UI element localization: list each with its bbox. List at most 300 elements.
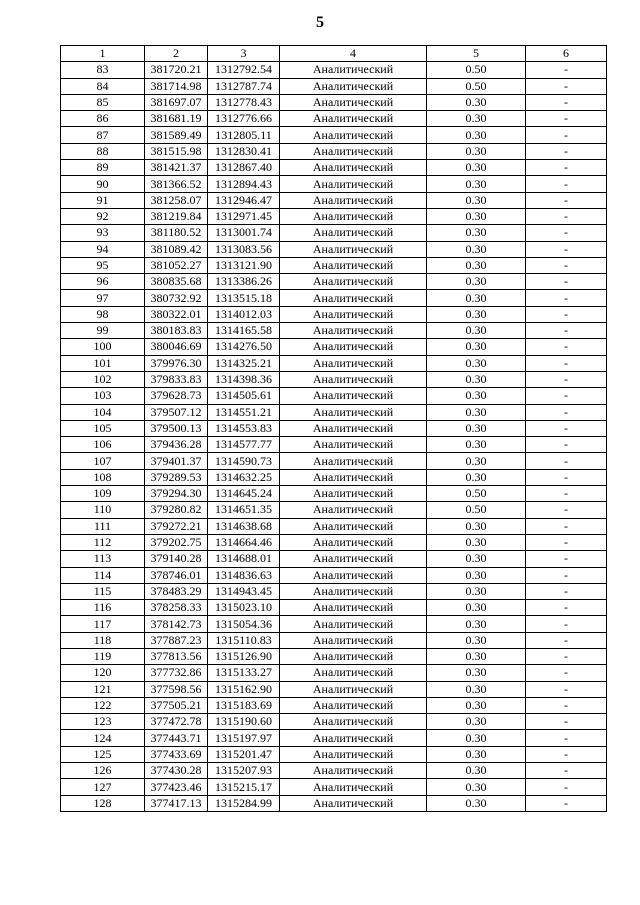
table-cell: 0.30 — [427, 714, 526, 730]
table-cell: 110 — [61, 502, 145, 518]
table-cell: 114 — [61, 567, 145, 583]
table-cell: - — [526, 632, 607, 648]
table-cell: - — [526, 779, 607, 795]
table-cell: 378483.29 — [145, 583, 208, 599]
table-cell: 98 — [61, 306, 145, 322]
table-cell: 1314398.36 — [208, 371, 280, 387]
table-cell: 377417.13 — [145, 795, 208, 811]
table-cell: 1315054.36 — [208, 616, 280, 632]
table-cell: - — [526, 355, 607, 371]
table-cell: Аналитический — [280, 486, 427, 502]
table-cell: 108 — [61, 469, 145, 485]
table-cell: 1314276.50 — [208, 339, 280, 355]
table-cell: 100 — [61, 339, 145, 355]
table-cell: 0.30 — [427, 551, 526, 567]
table-cell: 1315183.69 — [208, 697, 280, 713]
table-cell: 127 — [61, 779, 145, 795]
table-cell: Аналитический — [280, 111, 427, 127]
table-row — [61, 371, 607, 387]
table-cell: 0.30 — [427, 306, 526, 322]
table-cell: 99 — [61, 323, 145, 339]
table-cell: 0.30 — [427, 274, 526, 290]
table-cell: - — [526, 160, 607, 176]
table-cell: - — [526, 306, 607, 322]
table-cell: 0.30 — [427, 665, 526, 681]
table-cell: Аналитический — [280, 648, 427, 664]
table-cell: - — [526, 241, 607, 257]
table-row — [61, 616, 607, 632]
table-cell: 379289.53 — [145, 469, 208, 485]
table-cell: Аналитический — [280, 176, 427, 192]
table-row — [61, 714, 607, 730]
table-cell: 381589.49 — [145, 127, 208, 143]
column-header: 3 — [208, 46, 280, 62]
table-cell: - — [526, 225, 607, 241]
table-cell: 113 — [61, 551, 145, 567]
table-cell: 381421.37 — [145, 160, 208, 176]
table-cell: 377732.86 — [145, 665, 208, 681]
table-cell: 381180.52 — [145, 225, 208, 241]
table-cell: 0.30 — [427, 111, 526, 127]
table-cell: - — [526, 143, 607, 159]
table-row — [61, 486, 607, 502]
table-cell: - — [526, 469, 607, 485]
table-cell: 381714.98 — [145, 78, 208, 94]
table-cell: Аналитический — [280, 420, 427, 436]
table-cell: 118 — [61, 632, 145, 648]
table-cell: 377505.21 — [145, 697, 208, 713]
table-cell: 125 — [61, 746, 145, 762]
table-cell: - — [526, 176, 607, 192]
table-cell: 85 — [61, 94, 145, 110]
table-cell: 95 — [61, 257, 145, 273]
table-cell: 0.30 — [427, 290, 526, 306]
table-cell: Аналитический — [280, 453, 427, 469]
table-cell: Аналитический — [280, 127, 427, 143]
table-cell: - — [526, 518, 607, 534]
table-cell: 0.30 — [427, 208, 526, 224]
table-cell: 1315284.99 — [208, 795, 280, 811]
table-cell: 115 — [61, 583, 145, 599]
table-cell: 0.30 — [427, 795, 526, 811]
table-cell: Аналитический — [280, 160, 427, 176]
table-cell: 0.30 — [427, 648, 526, 664]
table-row — [61, 257, 607, 273]
table-cell: 0.30 — [427, 371, 526, 387]
table-cell: 104 — [61, 404, 145, 420]
table-row — [61, 306, 607, 322]
table-cell: 87 — [61, 127, 145, 143]
table-cell: 89 — [61, 160, 145, 176]
table-row — [61, 779, 607, 795]
table-row — [61, 763, 607, 779]
table-cell: 1312971.45 — [208, 208, 280, 224]
table-cell: 379280.82 — [145, 502, 208, 518]
table-cell: - — [526, 111, 607, 127]
table-cell: Аналитический — [280, 208, 427, 224]
page-number: 5 — [316, 14, 324, 31]
table-cell: Аналитический — [280, 779, 427, 795]
table-cell: 1312778.43 — [208, 94, 280, 110]
table-cell: Аналитический — [280, 257, 427, 273]
table-cell: 105 — [61, 420, 145, 436]
table-cell: 96 — [61, 274, 145, 290]
table-cell: 0.30 — [427, 600, 526, 616]
table-cell: 1313121.90 — [208, 257, 280, 273]
table-cell: 0.30 — [427, 241, 526, 257]
table-cell: - — [526, 274, 607, 290]
table-cell: 1314553.83 — [208, 420, 280, 436]
table-cell: 0.30 — [427, 518, 526, 534]
table-cell: Аналитический — [280, 404, 427, 420]
table-cell: 101 — [61, 355, 145, 371]
table-cell: 381366.52 — [145, 176, 208, 192]
table-cell: 380322.01 — [145, 306, 208, 322]
column-header: 4 — [280, 46, 427, 62]
table-cell: 381089.42 — [145, 241, 208, 257]
table-cell: Аналитический — [280, 502, 427, 518]
table-cell: Аналитический — [280, 355, 427, 371]
table-cell: 378258.33 — [145, 600, 208, 616]
table-cell: 0.50 — [427, 502, 526, 518]
table-row — [61, 648, 607, 664]
table-cell: 1312867.40 — [208, 160, 280, 176]
table-cell: 381720.21 — [145, 62, 208, 78]
table-row — [61, 127, 607, 143]
table-cell: 93 — [61, 225, 145, 241]
table-cell: Аналитический — [280, 323, 427, 339]
table-cell: 1313001.74 — [208, 225, 280, 241]
table-cell: - — [526, 127, 607, 143]
table-cell: Аналитический — [280, 795, 427, 811]
table-cell: 0.30 — [427, 160, 526, 176]
table-cell: 379436.28 — [145, 437, 208, 453]
table-cell: 124 — [61, 730, 145, 746]
table-cell: 1314505.61 — [208, 388, 280, 404]
table-cell: - — [526, 502, 607, 518]
table-row — [61, 518, 607, 534]
table-cell: Аналитический — [280, 62, 427, 78]
table-cell: 380046.69 — [145, 339, 208, 355]
table-cell: 0.30 — [427, 746, 526, 762]
table-cell: 381697.07 — [145, 94, 208, 110]
table-cell: Аналитический — [280, 583, 427, 599]
table-cell: 94 — [61, 241, 145, 257]
table-cell: 377887.23 — [145, 632, 208, 648]
table-cell: - — [526, 600, 607, 616]
table-cell: 380732.92 — [145, 290, 208, 306]
table-cell: 0.30 — [427, 632, 526, 648]
table-cell: 86 — [61, 111, 145, 127]
table-cell: - — [526, 648, 607, 664]
table-cell: - — [526, 763, 607, 779]
table-cell: 379202.75 — [145, 534, 208, 550]
table-cell: 1314836.63 — [208, 567, 280, 583]
table-cell: 379507.12 — [145, 404, 208, 420]
table-row — [61, 241, 607, 257]
table-cell: - — [526, 388, 607, 404]
table-cell: 90 — [61, 176, 145, 192]
table-cell: 119 — [61, 648, 145, 664]
table-cell: 1312894.43 — [208, 176, 280, 192]
table-cell: 0.30 — [427, 437, 526, 453]
table-cell: 1315201.47 — [208, 746, 280, 762]
table-cell: - — [526, 795, 607, 811]
table-cell: 381681.19 — [145, 111, 208, 127]
table-row — [61, 502, 607, 518]
table-cell: - — [526, 208, 607, 224]
table-cell: 377472.78 — [145, 714, 208, 730]
table-cell: 1312792.54 — [208, 62, 280, 78]
table-cell: 1312830.41 — [208, 143, 280, 159]
table-cell: 1312787.74 — [208, 78, 280, 94]
table-cell: 379976.30 — [145, 355, 208, 371]
table-cell: - — [526, 486, 607, 502]
table-cell: 379500.13 — [145, 420, 208, 436]
table-cell: 1314165.58 — [208, 323, 280, 339]
table-cell: 1315215.17 — [208, 779, 280, 795]
table-cell: - — [526, 681, 607, 697]
table-cell: 109 — [61, 486, 145, 502]
table-cell: 0.30 — [427, 176, 526, 192]
table-row — [61, 355, 607, 371]
table-cell: Аналитический — [280, 192, 427, 208]
table-row — [61, 453, 607, 469]
table-cell: - — [526, 567, 607, 583]
column-header: 6 — [526, 46, 607, 62]
table-cell: - — [526, 62, 607, 78]
table-cell: 1315110.83 — [208, 632, 280, 648]
table-cell: 88 — [61, 143, 145, 159]
table-cell: 379140.28 — [145, 551, 208, 567]
table-cell: - — [526, 697, 607, 713]
table-cell: 0.50 — [427, 62, 526, 78]
table-cell: 1313083.56 — [208, 241, 280, 257]
table-row — [61, 665, 607, 681]
table-cell: - — [526, 665, 607, 681]
table-cell: 0.30 — [427, 697, 526, 713]
table-cell: 0.30 — [427, 143, 526, 159]
table-cell: 381515.98 — [145, 143, 208, 159]
table-cell: 380183.83 — [145, 323, 208, 339]
table-cell: Аналитический — [280, 551, 427, 567]
table-cell: 379272.21 — [145, 518, 208, 534]
table-cell: - — [526, 714, 607, 730]
table-cell: 378142.73 — [145, 616, 208, 632]
table-cell: 1313386.26 — [208, 274, 280, 290]
table-cell: 111 — [61, 518, 145, 534]
table-cell: 381258.07 — [145, 192, 208, 208]
table-cell: - — [526, 323, 607, 339]
table-cell: - — [526, 420, 607, 436]
table-cell: Аналитический — [280, 665, 427, 681]
table-cell: 1314943.45 — [208, 583, 280, 599]
table-cell: 117 — [61, 616, 145, 632]
table-cell: 102 — [61, 371, 145, 387]
table-cell: 379401.37 — [145, 453, 208, 469]
table-cell: Аналитический — [280, 518, 427, 534]
table-row — [61, 111, 607, 127]
table-cell: 0.30 — [427, 583, 526, 599]
table-cell: Аналитический — [280, 746, 427, 762]
table-row — [61, 176, 607, 192]
table-cell: 0.30 — [427, 779, 526, 795]
table-cell: 0.30 — [427, 567, 526, 583]
table-row — [61, 404, 607, 420]
table-cell: 0.30 — [427, 257, 526, 273]
table-cell: Аналитический — [280, 730, 427, 746]
table-cell: 1315190.60 — [208, 714, 280, 730]
table-cell: 107 — [61, 453, 145, 469]
table-row — [61, 78, 607, 94]
table-row — [61, 192, 607, 208]
table-cell: - — [526, 371, 607, 387]
table-cell: 377813.56 — [145, 648, 208, 664]
table-cell: - — [526, 192, 607, 208]
column-header: 1 — [61, 46, 145, 62]
table-cell: Аналитический — [280, 600, 427, 616]
table-cell: 379833.83 — [145, 371, 208, 387]
table-cell: - — [526, 339, 607, 355]
table-cell: 0.30 — [427, 339, 526, 355]
table-cell: 1315197.97 — [208, 730, 280, 746]
table-cell: 0.30 — [427, 94, 526, 110]
table-cell: 1314632.25 — [208, 469, 280, 485]
table-cell: 1314551.21 — [208, 404, 280, 420]
table-cell: 0.30 — [427, 404, 526, 420]
table-cell: 0.30 — [427, 453, 526, 469]
table-cell: 378746.01 — [145, 567, 208, 583]
table-cell: 381219.84 — [145, 208, 208, 224]
column-header: 2 — [145, 46, 208, 62]
table-header-row — [61, 46, 607, 62]
table-cell: 377433.69 — [145, 746, 208, 762]
table-cell: 126 — [61, 763, 145, 779]
table-cell: Аналитический — [280, 567, 427, 583]
table-cell: 106 — [61, 437, 145, 453]
table-cell: 1315133.27 — [208, 665, 280, 681]
table-cell: - — [526, 551, 607, 567]
table-cell: Аналитический — [280, 225, 427, 241]
table-cell: Аналитический — [280, 632, 427, 648]
table-row — [61, 437, 607, 453]
table-cell: - — [526, 453, 607, 469]
table-cell: Аналитический — [280, 697, 427, 713]
table-row — [61, 388, 607, 404]
table-row — [61, 143, 607, 159]
table-cell: - — [526, 534, 607, 550]
table-row — [61, 697, 607, 713]
table-cell: Аналитический — [280, 274, 427, 290]
table-cell: - — [526, 290, 607, 306]
table-cell: 92 — [61, 208, 145, 224]
table-cell: - — [526, 746, 607, 762]
table-row — [61, 632, 607, 648]
table-cell: 83 — [61, 62, 145, 78]
table-cell: 0.30 — [427, 534, 526, 550]
table-cell: Аналитический — [280, 143, 427, 159]
table-cell: 1314590.73 — [208, 453, 280, 469]
table-cell: 377443.71 — [145, 730, 208, 746]
table-cell: Аналитический — [280, 534, 427, 550]
coordinates-table — [60, 45, 607, 812]
table-cell: Аналитический — [280, 78, 427, 94]
table-cell: Аналитический — [280, 388, 427, 404]
table-cell: 1315126.90 — [208, 648, 280, 664]
table-cell: - — [526, 583, 607, 599]
table-row — [61, 208, 607, 224]
table-row — [61, 323, 607, 339]
table-cell: 1314325.21 — [208, 355, 280, 371]
table-cell: 91 — [61, 192, 145, 208]
table-cell: 0.30 — [427, 681, 526, 697]
table-row — [61, 746, 607, 762]
table-cell: 0.30 — [427, 388, 526, 404]
table-cell: 0.30 — [427, 616, 526, 632]
table-row — [61, 551, 607, 567]
table-cell: - — [526, 616, 607, 632]
table-row — [61, 339, 607, 355]
table-cell: 121 — [61, 681, 145, 697]
table-cell: 0.30 — [427, 323, 526, 339]
table-cell: Аналитический — [280, 763, 427, 779]
table-cell: 1314577.77 — [208, 437, 280, 453]
table-cell: 103 — [61, 388, 145, 404]
table-cell: 1315162.90 — [208, 681, 280, 697]
table-cell: 1314664.46 — [208, 534, 280, 550]
table-cell: 381052.27 — [145, 257, 208, 273]
table-row — [61, 469, 607, 485]
table-cell: Аналитический — [280, 437, 427, 453]
table-cell: Аналитический — [280, 339, 427, 355]
table-cell: 0.30 — [427, 355, 526, 371]
table-cell: - — [526, 257, 607, 273]
table-cell: 1314012.03 — [208, 306, 280, 322]
table-row — [61, 160, 607, 176]
table-cell: 1314651.35 — [208, 502, 280, 518]
table-row — [61, 290, 607, 306]
table-cell: 1314688.01 — [208, 551, 280, 567]
table-cell: 1315023.10 — [208, 600, 280, 616]
table-row — [61, 94, 607, 110]
table-cell: 377598.56 — [145, 681, 208, 697]
table-cell: Аналитический — [280, 616, 427, 632]
table-row — [61, 681, 607, 697]
table-row — [61, 534, 607, 550]
table-cell: 0.50 — [427, 486, 526, 502]
table-cell: 122 — [61, 697, 145, 713]
table-cell: 377430.28 — [145, 763, 208, 779]
table-cell: Аналитический — [280, 290, 427, 306]
table-row — [61, 600, 607, 616]
table-cell: 116 — [61, 600, 145, 616]
table-cell: 1312946.47 — [208, 192, 280, 208]
table-cell: Аналитический — [280, 469, 427, 485]
table-cell: 112 — [61, 534, 145, 550]
table-cell: 123 — [61, 714, 145, 730]
table-row — [61, 274, 607, 290]
table-cell: 380835.68 — [145, 274, 208, 290]
table-row — [61, 225, 607, 241]
table-cell: 84 — [61, 78, 145, 94]
table-cell: 1315207.93 — [208, 763, 280, 779]
table-cell: 0.50 — [427, 78, 526, 94]
table-cell: 1314638.68 — [208, 518, 280, 534]
table-cell: 0.30 — [427, 763, 526, 779]
table-cell: - — [526, 404, 607, 420]
table-cell: 0.30 — [427, 469, 526, 485]
table-row — [61, 730, 607, 746]
